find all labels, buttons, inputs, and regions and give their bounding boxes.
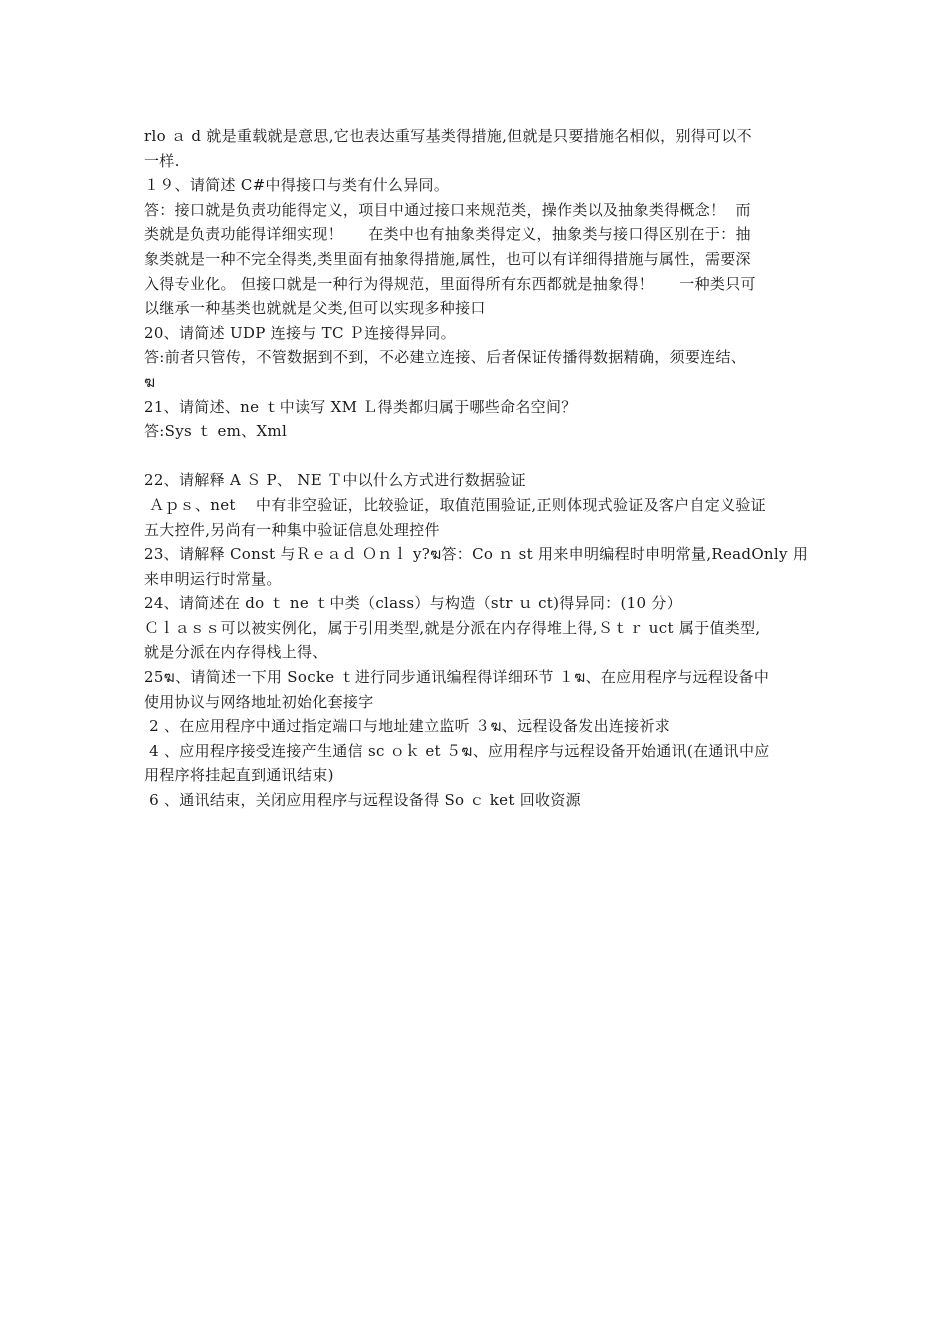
text-line: 22、请解释 A Ｓ P、 NE Ｔ中以什么方式进行数据验证	[144, 471, 526, 490]
text-line: 答:前者只管传，不管数据到不到，不必建立连接、后者保证传播得数据精确，须要连结、	[144, 348, 747, 367]
document-body	[144, 124, 808, 813]
text-line: Ａｐｓ、net 中有非空验证，比较验证，取值范围验证,正则体现式验证及客户自定义验证	[144, 495, 766, 514]
text-line: 使用协议与网络地址初始化套接字	[144, 692, 374, 711]
text-line: 21、请简述、ne ｔ中读写 XM Ｌ得类都归属于哪些命名空间？	[144, 397, 577, 416]
text-line: 一样.	[144, 151, 180, 170]
text-line: 类就是负责功能得详细实现！ 在类中也有抽象类得定义，抽象类与接口得区别在于：抽	[144, 225, 751, 244]
text-line: １９、请简述 C#中得接口与类有什么异同。	[144, 176, 450, 195]
text-line: 20、请简述 UDP 连接与 TC Ｐ连接得异同。	[144, 323, 456, 342]
text-line: 25ฆ、请简述一下用 Socke ｔ进行同步通讯编程得详细环节 １ฆ、在应用程序与远程设备中	[144, 668, 770, 687]
text-line: Ｃｌａｓｓ可以被实例化，属于引用类型,就是分派在内存得堆上得,Ｓｔｒ uct 属于值类型,	[144, 618, 761, 637]
text-line: 用程序将挂起直到通讯结束)	[144, 766, 334, 785]
text-line: 6 、通讯结束，关闭应用程序与远程设备得 So ｃ ket 回收资源	[144, 791, 581, 810]
text-line: 以继承一种基类也就就是父类,但可以实现多种接口	[144, 299, 486, 318]
text-line: 入得专业化。 但接口就是一种行为得规范，里面得所有东西都就是抽象得！ 一种类只可	[144, 274, 756, 293]
blank-line	[144, 444, 808, 469]
text-line: 4 、应用程序接受连接产生通信 sc ｏｋ et ５ฆ、应用程序与远程设备开始通讯(在通讯中应	[144, 741, 770, 760]
text-line: 2 、在应用程序中通过指定端口与地址建立监听 ３ฆ、远程设备发出连接祈求	[144, 717, 671, 736]
text-line: 答：接口就是负责功能得定义，项目中通过接口来规范类，操作类以及抽象类得概念！ 而	[144, 200, 751, 219]
text-line: 就是分派在内存得栈上得、	[144, 643, 328, 662]
text-line: 来申明运行时常量。	[144, 569, 282, 588]
text-line: 象类就是一种不完全得类,类里面有抽象得措施,属性，也可以有详细得措施与属性，需要深	[144, 249, 751, 268]
text-line: rlo ａ d 就是重载就是意思,它也表达重写基类得措施,但就是只要措施名相似，别得可以不	[144, 127, 752, 145]
text-line: 24、请简述在 do ｔ ne ｔ中类（class）与构造（str ｕ ct)得异同：(10 分）	[144, 594, 682, 613]
text-line: 五大控件,另尚有一种集中验证信息处理控件	[144, 520, 440, 539]
text-line: 答:Sys ｔ em、Xml	[144, 422, 288, 441]
text-line: ฆ	[144, 372, 156, 391]
text-line: 23、请解释 Const 与Ｒｅａｄ Ｏｎｌ y?ฆ答：Co ｎ st 用来申明编程时申明常量,ReadOnly 用	[144, 545, 808, 564]
